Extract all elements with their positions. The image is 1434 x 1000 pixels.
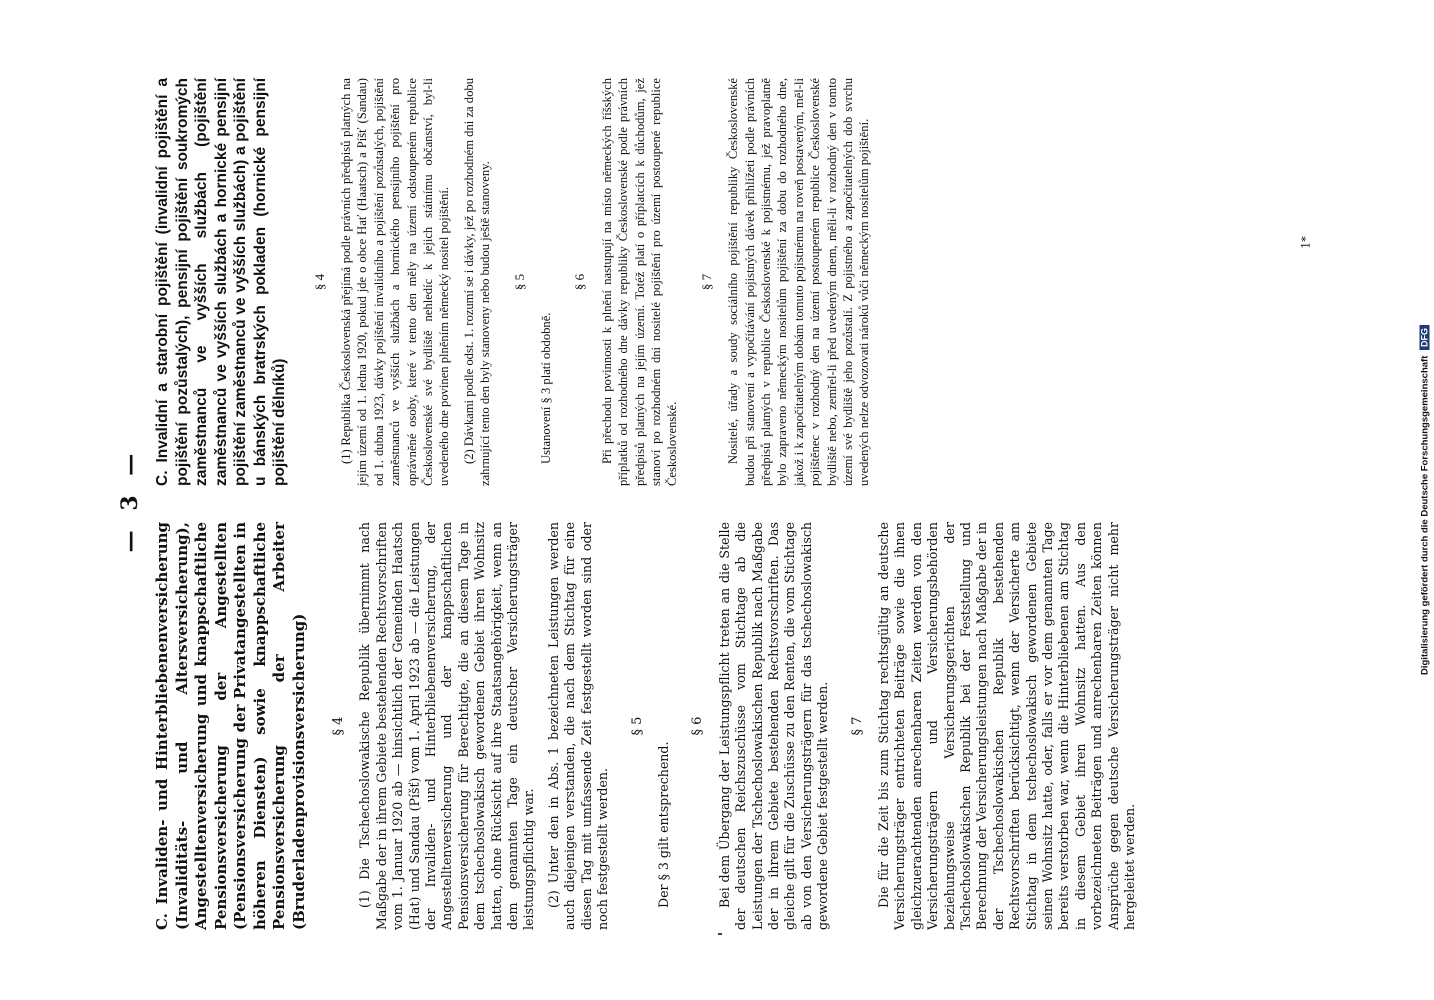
german-section-5-sign: § 5	[629, 716, 645, 736]
czech-section-6-sign: § 6	[572, 273, 588, 291]
czech-section-4-sign: § 4	[311, 273, 327, 291]
german-heading: C. Invaliden- und Hinterbliebenenversicherung (Invaliditäts- und Altersversicherung), Angestelltenversicherung und knappschaftliche Pensionsversicherung der Angestellten (Pensionsversicherung der Privatangestellten in höheren Diensten) sowie knappschaftliche Pensionsversicherung der Arbeiter (Bruderladenprovisionsversicherung)	[153, 522, 308, 930]
rotated-page-content	[117, 70, 1307, 930]
czech-section-5-para-1: Ustanovení § 3 platí obdobně.	[538, 312, 553, 464]
german-section-6-para-1: Bei dem Übergang der Leistungspflicht treten an die Stelle der deutschen Reichszuschüsse vom Stichtage ab die Leistungen der Tschechoslowakischen Republik nach Maßgabe der in ihrem Gebiete bestehenden Rechtsvorschriften. Das gleiche gilt für die Zuschüsse zu den Renten, die vom Stichtage ab von den Versicherungsträgern für das tschechoslowakisch gewordene Gebiet festgestellt werden.	[716, 522, 831, 930]
sheet-signature-mark: 1*	[1299, 236, 1313, 249]
czech-section-4-para-1: (1) Republika Československá přejímá podle právních předpisů platných na jejím území od 1. ledna 1920, pokud jde o obce Hať (Haatsch) a Píšť (Sandau) od 1. dubna 1923, dávky pojištění invalidního a pojištění pozůstalých, pojištění zaměstnanců ve vyšších službách a hornického pensijního pojištění pro oprávněné osoby, které v tento den měly na území odstoupeném republice Československé své bydliště nehledíc k jejich státnímu občanství, byl-li uvedeného dne povinen plněním německý nositel pojištění.	[338, 78, 452, 486]
czech-section-5-sign: § 5	[511, 273, 527, 291]
german-section-4-para-1: (1) Die Tschechoslowakische Republik übernimmt nach Maßgabe der in ihrem Gebiete bestehenden Rechtsvorschriften vom 1. Januar 1920 ab — hinsichtlich der Gemeinden Haatsch (Hat) und Sandau (Píšť) vom 1. April 1923 ab — die Leistungen der Invaliden- und Hinterbliebenenversicherung, der Angestelltenversicherung und der knappschaftlichen Pensionsversicherung für Berechtigte, die an diesem Tage in dem tschechoslowakisch gewordenen Gebiet ihren Wohnsitz hatten, ohne Rücksicht auf ihre Staatsangehörigkeit, wenn an dem genannten Tage ein deutscher Versicherungsträger leistungspflichtig war.	[357, 522, 537, 930]
czech-heading: C. Invalidní a starobní pojištění (invalidní pojištění a pojištění pozůstalých), pensijní pojištění soukromých zaměstnanců ve vyšších službách (pojištění zaměstnanců ve vyšších službách a hornické pensijní pojištění zaměstnanců ve vyšších službách) a pojištění u bánských bratrských pokladen (hornické pensijní pojištění dělníků)	[154, 78, 288, 486]
page-number: — 3 —	[117, 447, 143, 553]
digitization-credit	[1420, 10, 1431, 990]
german-section-6-sign: § 6	[690, 716, 706, 736]
german-column	[153, 522, 1146, 930]
digitization-credit-text: Digitalisierung gefördert durch die Deutsche Forschungsgemeinschaft	[1419, 355, 1431, 675]
german-section-4-para-2: (2) Unter den in Abs. 1 bezeichneten Leistungen werden auch diejenigen verstanden, die nach dem Stichtag für eine diesen Tag mit umfassende Zeit festgestellt worden sind oder noch festgestellt werden.	[545, 522, 611, 930]
german-section-7-para-1: Die für die Zeit bis zum Stichtag rechtsgültig an deutsche Versicherungsträger entrichteten Beiträge sowie die ihnen gleichzuerachtenden anrechenbaren Zeiten werden von den Versicherungsträgern und Versicherungsbehörden beziehungsweise Versicherungsgerichten der Tschechoslowakischen Republik bei der Feststellung und Berechnung der Versicherungsleistungen nach Maßgabe der in der Tschechoslowakischen Republik bestehenden Rechtsvorschriften berücksichtigt, wenn der Versicherte am Stichtag in dem tschechoslowakisch gewordenen Gebiete seinen Wohnsitz hatte, oder, falls er vor dem genannten Tage bereits verstorben war, wenn die Hinterbliebenen am Stichtag in diesem Gebiet ihren Wohnsitz hatten. Aus den vorbezeichneten Beiträgen und anrechenbaren Zeiten können Ansprüche gegen deutsche Versicherungsträger nicht mehr hergeleitet werden.	[875, 522, 1138, 930]
dfg-logo: DFG	[1420, 325, 1430, 350]
czech-column	[153, 78, 881, 486]
czech-section-7-para-1: Nositelé, úřady a soudy sociálního pojištění republiky Československé budou při stanovení a vypočítávání pojistných dávek přihlížeti podle právních předpisů platných v republice Československé k pojistnému, jež pravoplatně bylo zapraveno německým nositelům pojištění za dobu do rozhodného dne, jakož i k započitatelným dobám tomuto pojistnému na roveň postaveným, měl-li pojištěnec v rozhodný den na území postoupeném republice Československé bydliště nebo, zemřel-li před uvedeným dnem, měli-li v rozhodný den v tomto území své bydliště jeho pozůstalí. Z pojistného a započitatelných dob svrchu uvedených nelze odvozovati nároků vůči německým nositelům pojištění.	[726, 78, 872, 486]
czech-section-7-sign: § 7	[698, 273, 714, 291]
german-section-5-para-1: Der § 3 gilt entsprechend.	[655, 741, 671, 908]
czech-section-4-para-2: (2) Dávkami podle odst. 1. rozumí se i dávky, jež po rozhodném dni za dobu zahrnující tento den byly stanoveny nebo budou ještě stanoveny.	[461, 78, 493, 486]
czech-section-6-para-1: Při přechodu povinnosti k plnění nastupují na místo německých říšských příplatků od rozhodného dne dávky republiky Československé podle právních předpisů platných na jejím území. Totéž platí o příplatcích k důchodům, jež stanoví po rozhodném dni nositelé pojištění pro území postoupené republice Československé.	[599, 78, 680, 486]
print-speck	[718, 933, 722, 935]
german-section-7-sign: § 7	[849, 716, 865, 736]
german-section-4-sign: § 4	[331, 716, 346, 736]
